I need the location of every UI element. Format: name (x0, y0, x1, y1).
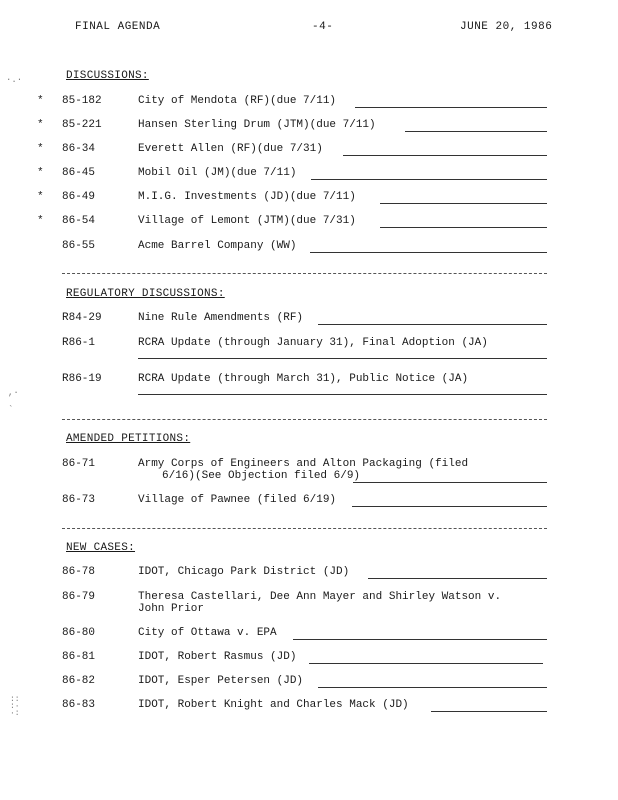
case-description-line1: Theresa Castellari, Dee Ann Mayer and Shirley Watson v. (138, 591, 502, 603)
case-description: M.I.G. Investments (JD)(due 7/11) (138, 191, 356, 203)
section-title-new-cases: NEW CASES: (66, 542, 136, 554)
priority-marker: * (37, 95, 44, 107)
case-number: 86-71 (62, 458, 96, 470)
case-number: 86-49 (62, 191, 96, 203)
entry-rule (368, 578, 547, 579)
case-description-line2: John Prior (138, 603, 205, 615)
case-description: Everett Allen (RF)(due 7/31) (138, 143, 323, 155)
case-description: IDOT, Robert Knight and Charles Mack (JD) (138, 699, 409, 711)
scan-speck: ,· (8, 388, 19, 398)
entry-rule (138, 394, 547, 395)
priority-marker: * (37, 119, 44, 131)
case-description: IDOT, Esper Petersen (JD) (138, 675, 304, 687)
entry-rule (318, 324, 547, 325)
entry-rule (355, 107, 547, 108)
case-number: 86-78 (62, 566, 96, 578)
case-description: City of Mendota (RF)(due 7/11) (138, 95, 337, 107)
entry-rule (311, 179, 547, 180)
case-description: Mobil Oil (JM)(due 7/11) (138, 167, 297, 179)
case-number: 86-82 (62, 675, 96, 687)
entry-rule (352, 506, 547, 507)
section-title-discussions: DISCUSSIONS: (66, 70, 149, 82)
case-number: R86-19 (62, 373, 102, 385)
case-description: Nine Rule Amendments (RF) (138, 312, 304, 324)
scan-speck: :: :· ·: (10, 695, 20, 718)
case-description: RCRA Update (through January 31), Final Adoption (JA) (138, 337, 488, 349)
case-description: RCRA Update (through March 31), Public Notice (JA) (138, 373, 469, 385)
case-number: 86-55 (62, 240, 96, 252)
case-number: 86-73 (62, 494, 96, 506)
case-description: Village of Lemont (JTM)(due 7/31) (138, 215, 356, 227)
section-divider (62, 528, 547, 529)
case-number: 86-34 (62, 143, 96, 155)
case-description-line1: Army Corps of Engineers and Alton Packaging (filed (138, 458, 469, 470)
priority-marker: * (37, 191, 44, 203)
case-number: 86-80 (62, 627, 96, 639)
entry-rule (431, 711, 547, 712)
entry-rule (309, 663, 543, 664)
entry-rule (138, 358, 547, 359)
case-number: R84-29 (62, 312, 102, 324)
priority-marker: * (37, 143, 44, 155)
case-number: 85-221 (62, 119, 102, 131)
case-number: 86-81 (62, 651, 96, 663)
section-divider (62, 273, 547, 274)
entry-rule (318, 687, 547, 688)
entry-rule (353, 482, 547, 483)
header-title: FINAL AGENDA (75, 21, 161, 33)
scan-speck: ·.· (6, 75, 23, 85)
scan-speck: ` (8, 405, 14, 415)
entry-rule (380, 203, 547, 204)
entry-rule (405, 131, 547, 132)
case-description: Acme Barrel Company (WW) (138, 240, 297, 252)
case-description: IDOT, Chicago Park District (JD) (138, 566, 350, 578)
section-title-amended: AMENDED PETITIONS: (66, 433, 191, 445)
entry-rule (293, 639, 547, 640)
case-description: Village of Pawnee (filed 6/19) (138, 494, 337, 506)
priority-marker: * (37, 215, 44, 227)
section-divider (62, 419, 547, 420)
case-number: 86-54 (62, 215, 96, 227)
entry-rule (343, 155, 547, 156)
case-number: 86-83 (62, 699, 96, 711)
entry-rule (380, 227, 547, 228)
case-number: R86-1 (62, 337, 96, 349)
case-number: 85-182 (62, 95, 102, 107)
page-number: -4- (312, 21, 334, 33)
section-title-regulatory: REGULATORY DISCUSSIONS: (66, 288, 225, 300)
header-date: JUNE 20, 1986 (460, 21, 553, 33)
case-description: IDOT, Robert Rasmus (JD) (138, 651, 297, 663)
case-number: 86-45 (62, 167, 96, 179)
case-description-line2: 6/16)(See Objection filed 6/9) (162, 470, 361, 482)
case-description: Hansen Sterling Drum (JTM)(due 7/11) (138, 119, 376, 131)
case-number: 86-79 (62, 591, 96, 603)
entry-rule (310, 252, 547, 253)
case-description: City of Ottawa v. EPA (138, 627, 277, 639)
priority-marker: * (37, 167, 44, 179)
